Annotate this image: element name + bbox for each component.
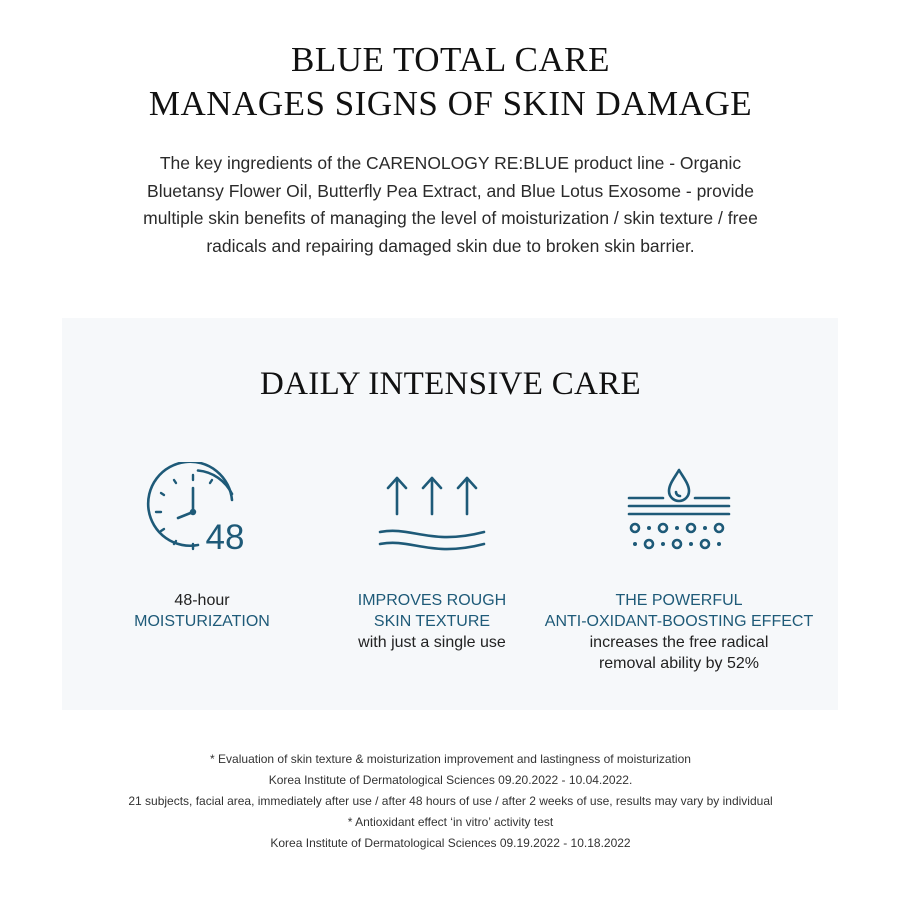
clock-48-icon	[142, 462, 262, 562]
footnote-line: Korea Institute of Dermatological Sciences 09.20.2022 - 10.04.2022.	[268, 773, 633, 787]
footnote-line: Korea Institute of Dermatological Sciences 09.19.2022 - 10.18.2022	[270, 836, 631, 850]
daily-care-title: DAILY INTENSIVE CARE	[260, 366, 641, 402]
headline-line-1: BLUE TOTAL CARE	[290, 40, 611, 79]
footnotes	[0, 749, 901, 854]
intro-paragraph	[95, 150, 806, 260]
intro-line-2: Bluetansy Flower Oil, Butterfly Pea Extract, and Blue Lotus Exosome - provide	[147, 180, 754, 201]
feature-antioxidant-line-4: removal ability by 52%	[598, 655, 760, 672]
feature-skin-texture-line-1: IMPROVES ROUGH	[357, 592, 507, 609]
clock-number: 48	[205, 518, 245, 557]
feature-moisturization-line-2: MOISTURIZATION	[134, 613, 270, 630]
intro-line-4: radicals and repairing damaged skin due to broken skin barrier.	[206, 235, 695, 256]
feature-skin-texture-line-3: with just a single use	[358, 634, 506, 651]
footnote-line: 21 subjects, facial area, immediately after use / after 48 hours of use / after 2 weeks of use, results may vary by individual	[128, 794, 773, 808]
feature-antioxidant-line-1: THE POWERFUL	[615, 592, 743, 609]
feature-moisturization-line-1: 48-hour	[174, 592, 230, 609]
headline-line-2: MANAGES SIGNS OF SKIN DAMAGE	[148, 84, 753, 123]
intro-line-3: multiple skin benefits of managing the level of moisturization / skin texture / free	[143, 208, 758, 228]
intro-line-1: The key ingredients of the CARENOLOGY RE:BLUE product line - Organic	[159, 153, 742, 173]
feature-skin-texture	[292, 590, 572, 653]
footnote-line: * Antioxidant effect ‘in vitro’ activity test	[347, 815, 554, 829]
feature-skin-texture-line-2: SKIN TEXTURE	[373, 613, 491, 630]
feature-antioxidant-line-3: increases the free radical	[589, 634, 769, 651]
feature-antioxidant-line-2: ANTI-OXIDANT-BOOSTING EFFECT	[544, 613, 814, 630]
page-headline	[0, 38, 901, 126]
arrows-up-skin-icon	[372, 462, 492, 562]
drop-on-skin-icon	[619, 462, 739, 562]
feature-antioxidant	[539, 590, 819, 674]
footnote-line: * Evaluation of skin texture & moisturization improvement and lastingness of moisturization	[210, 752, 691, 766]
